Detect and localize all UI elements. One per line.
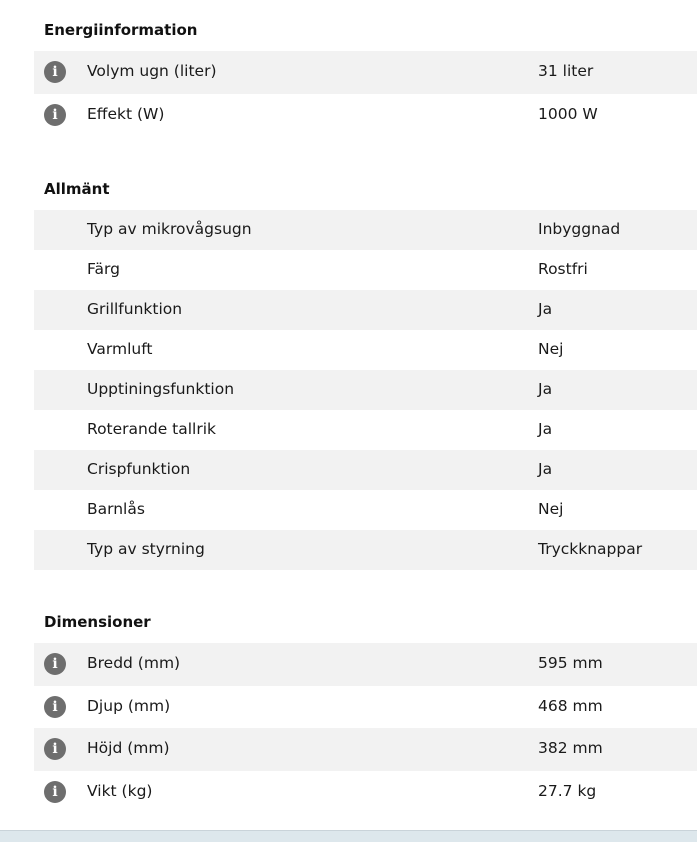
info-icon[interactable]: i [44, 653, 66, 675]
spec-row-crisp [34, 450, 697, 490]
spec-value: 382 mm [538, 739, 603, 757]
spec-row-color [34, 250, 697, 290]
info-icon[interactable]: i [44, 738, 66, 760]
spec-value: Ja [538, 380, 553, 398]
spec-row-depth [34, 686, 697, 728]
spec-label: Vikt (kg) [87, 782, 153, 800]
spec-row-weight [34, 771, 697, 814]
bottom-scroll-edge [0, 830, 697, 842]
spec-label: Grillfunktion [87, 300, 183, 318]
section-title-energy: Energiinformation [44, 21, 198, 39]
spec-label: Barnlås [87, 500, 145, 518]
spec-label: Volym ugn (liter) [87, 62, 217, 80]
spec-row-oven-volume [34, 51, 697, 94]
spec-row-height [34, 728, 697, 771]
spec-value: Ja [538, 460, 553, 478]
spec-value: Tryckknappar [538, 540, 643, 558]
spec-label: Roterande tallrik [87, 420, 217, 438]
info-icon[interactable]: i [44, 781, 66, 803]
spec-label: Höjd (mm) [87, 739, 170, 757]
spec-row-microwave-type [34, 210, 697, 250]
spec-row-hot-air [34, 330, 697, 370]
info-icon[interactable]: i [44, 61, 66, 83]
spec-label: Typ av mikrovågsugn [87, 220, 252, 238]
spec-label: Bredd (mm) [87, 654, 181, 672]
info-icon[interactable]: i [44, 104, 66, 126]
spec-value: 27.7 kg [538, 782, 597, 800]
spec-row-control-type [34, 530, 697, 570]
spec-label: Effekt (W) [87, 105, 165, 123]
spec-value: Nej [538, 340, 564, 358]
spec-row-child-lock [34, 490, 697, 530]
spec-row-turntable [34, 410, 697, 450]
spec-row-power [34, 94, 697, 137]
spec-value: Rostfri [538, 260, 588, 278]
spec-value: Nej [538, 500, 564, 518]
spec-label: Crispfunktion [87, 460, 191, 478]
spec-value: 595 mm [538, 654, 603, 672]
spec-label: Färg [87, 260, 120, 278]
spec-value: Ja [538, 420, 553, 438]
spec-value: 31 liter [538, 62, 594, 80]
spec-value: Inbyggnad [538, 220, 621, 238]
spec-label: Djup (mm) [87, 697, 171, 715]
spec-row-defrost [34, 370, 697, 410]
spec-label: Upptiningsfunktion [87, 380, 235, 398]
spec-value: 468 mm [538, 697, 603, 715]
section-title-dimensions: Dimensioner [44, 613, 151, 631]
spec-value: 1000 W [538, 105, 598, 123]
spec-label: Typ av styrning [87, 540, 205, 558]
info-icon[interactable]: i [44, 696, 66, 718]
spec-row-width [34, 643, 697, 686]
spec-label: Varmluft [87, 340, 153, 358]
section-title-general: Allmänt [44, 180, 110, 198]
spec-value: Ja [538, 300, 553, 318]
spec-row-grill [34, 290, 697, 330]
